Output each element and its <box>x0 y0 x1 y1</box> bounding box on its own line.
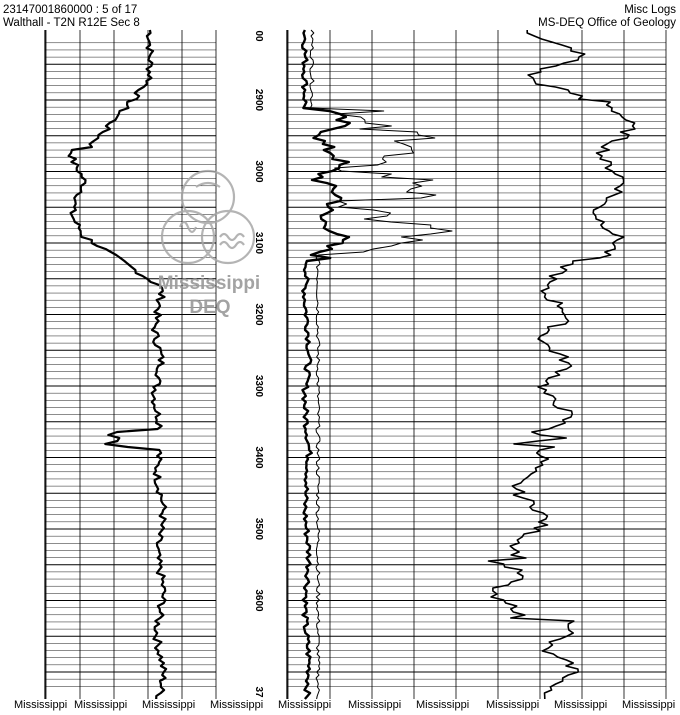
log-grid <box>45 30 666 699</box>
depth-label: 3400 <box>253 446 264 469</box>
well-location: Walthall - T2N R12E Sec 8 <box>3 17 140 29</box>
watermark-line2: DEQ <box>189 297 231 318</box>
depth-label-top: 00 <box>253 30 264 42</box>
footer-label: Mississippi <box>14 699 68 711</box>
watermark-line1: Mississippi <box>157 273 261 294</box>
footer-label: Mississippi <box>622 699 676 711</box>
depth-label: 3100 <box>253 231 264 255</box>
depth-label: 3500 <box>253 517 264 541</box>
footer-label: Mississippi <box>74 699 128 711</box>
depth-label: 3200 <box>253 303 264 326</box>
document-type: Misc Logs <box>624 4 676 16</box>
depth-labels <box>253 30 264 698</box>
footer-label: Mississippi <box>278 699 332 711</box>
footer-watermark-strip <box>0 699 680 715</box>
footer-label: Mississippi <box>348 699 402 711</box>
well-id-page: 23147001860000 : 5 of 17 <box>3 4 138 16</box>
footer-label: Mississippi <box>142 699 196 711</box>
footer-label: Mississippi <box>554 699 608 711</box>
depth-label: 3300 <box>253 374 264 398</box>
footer-label: Mississippi <box>486 699 540 711</box>
depth-label-bottom: 37 <box>253 686 264 698</box>
footer-label: Mississippi <box>210 699 264 711</box>
depth-label: 3000 <box>253 160 264 183</box>
agency-name: MS-DEQ Office of Geology <box>538 17 676 29</box>
depth-label: 3600 <box>253 589 264 612</box>
footer-label: Mississippi <box>416 699 470 711</box>
depth-label: 2900 <box>253 88 264 112</box>
